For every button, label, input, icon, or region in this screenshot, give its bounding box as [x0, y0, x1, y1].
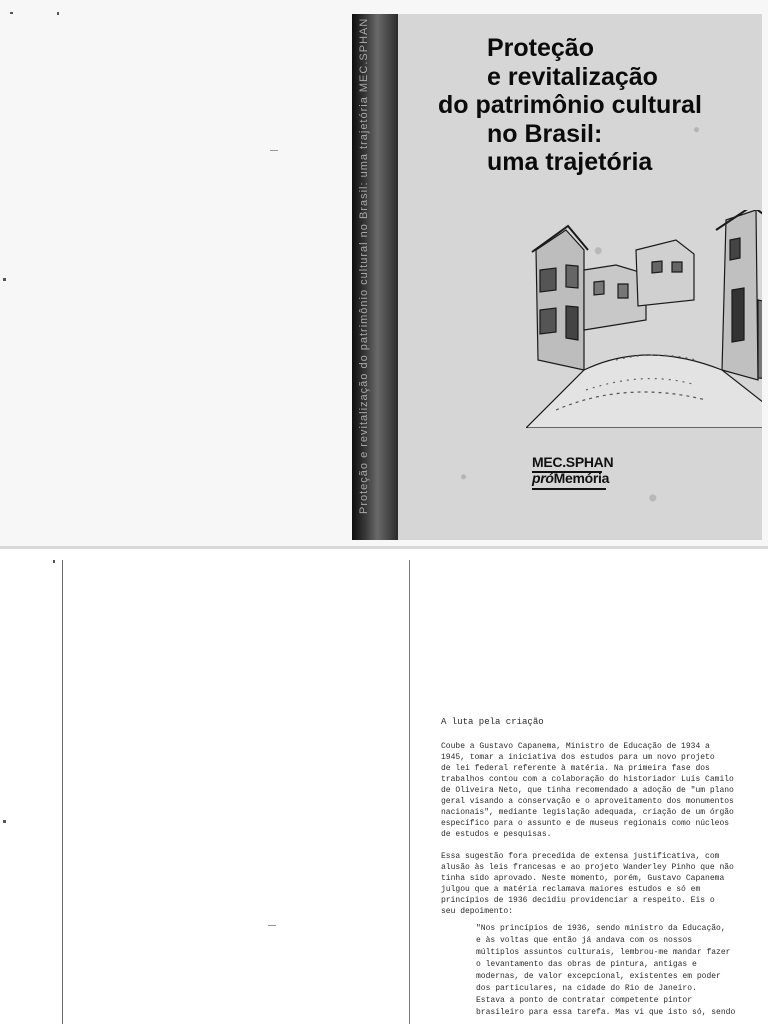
chapter-title: A luta pela criação [441, 717, 544, 727]
scan-speck [10, 12, 13, 14]
text-line: de Oliveira Neto, que tinha recomendado a adoção de "um plano [441, 786, 734, 795]
text-line: princípios de 1936 decidiu providenciar a respeito. Eis o [441, 896, 715, 905]
text-line: 1945, tomar a iniciativa dos estudos para um novo projeto [441, 753, 715, 762]
scan-divider [0, 546, 768, 549]
text-line: de lei federal referente à matéria. Na primeira fase dos [441, 764, 710, 773]
scan-speck [3, 278, 6, 281]
text-line: trabalhos contou com a colaboração do historiador Luís Camilo [441, 775, 734, 784]
scan-speck [57, 12, 59, 15]
text-line: geral visando a conservação e o aproveitamento dos monumentos [441, 797, 734, 806]
text-line: brasileiro para essa tarefa. Mas vi que isto só, sendo [476, 1008, 736, 1017]
publisher-pro-memoria [532, 470, 609, 486]
book-spine [352, 14, 398, 540]
text-line: de estudos e pesquisas. [441, 830, 552, 839]
scan-speck [268, 925, 276, 926]
text-line: modernas, de valor excepcional, existentes em poder [476, 972, 721, 981]
text-line: Coube a Gustavo Capanema, Ministro de Educação de 1934 a [441, 742, 710, 751]
cover-title-line: Proteção [487, 34, 594, 62]
cover-title-line: e revitalização [487, 63, 658, 91]
publisher-mec-sphan: MEC.SPHAN [532, 454, 614, 470]
cover-title-line: do patrimônio cultural [438, 91, 702, 119]
publisher-underline [532, 488, 606, 490]
text-line: e às voltas que então já andava com os nossos [476, 936, 693, 945]
text-line: nacionais", mediante legislação adequada, criação de um órgão [441, 808, 734, 817]
cover-title-line: uma trajetória [487, 148, 653, 176]
left-page-edge [62, 560, 63, 1024]
text-line: alusão às leis francesas e ao projeto Wanderley Pinho que não [441, 863, 734, 872]
text-line: específico para o assunto e de museus regionais como núcleos [441, 819, 730, 828]
text-line: o levantamento das obras de pintura, antigas e [476, 960, 697, 969]
spine-text: Proteção e revitalização do patrimônio cultural no Brasil: uma trajetória MEC.SPHAN [358, 17, 370, 514]
cover-face [398, 14, 762, 540]
text-line: "Nos princípios de 1936, sendo ministro da Educação, [476, 924, 726, 933]
scan-speck [270, 150, 278, 151]
scan-speck [3, 820, 6, 823]
text-line: julgou que a matéria reclamava maiores estudos e só em [441, 885, 701, 894]
publisher-pro-prefix: pró [532, 470, 554, 486]
book-cover [352, 14, 762, 540]
text-line: Essa sugestão fora precedida de extensa justificativa, com [441, 852, 720, 861]
text-line: tinha sido aprovado. Neste momento, porém, Gustavo Capanema [441, 874, 725, 883]
colonial-street-illustration-icon [526, 210, 762, 428]
publisher-memoria-text: Memória [553, 470, 610, 486]
cover-title-line: no Brasil: [487, 120, 603, 148]
text-line: múltiplos assuntos culturais, lembrou-me mandar fazer [476, 948, 731, 957]
text-line: dos particulares, na cidade do Rio de Janeiro. [476, 984, 697, 993]
text-line: seu depoimento: [441, 907, 514, 916]
text-line: Estava a ponto de contratar competente pintor [476, 996, 693, 1005]
right-page-edge [409, 560, 410, 1024]
scan-speck [53, 560, 55, 563]
